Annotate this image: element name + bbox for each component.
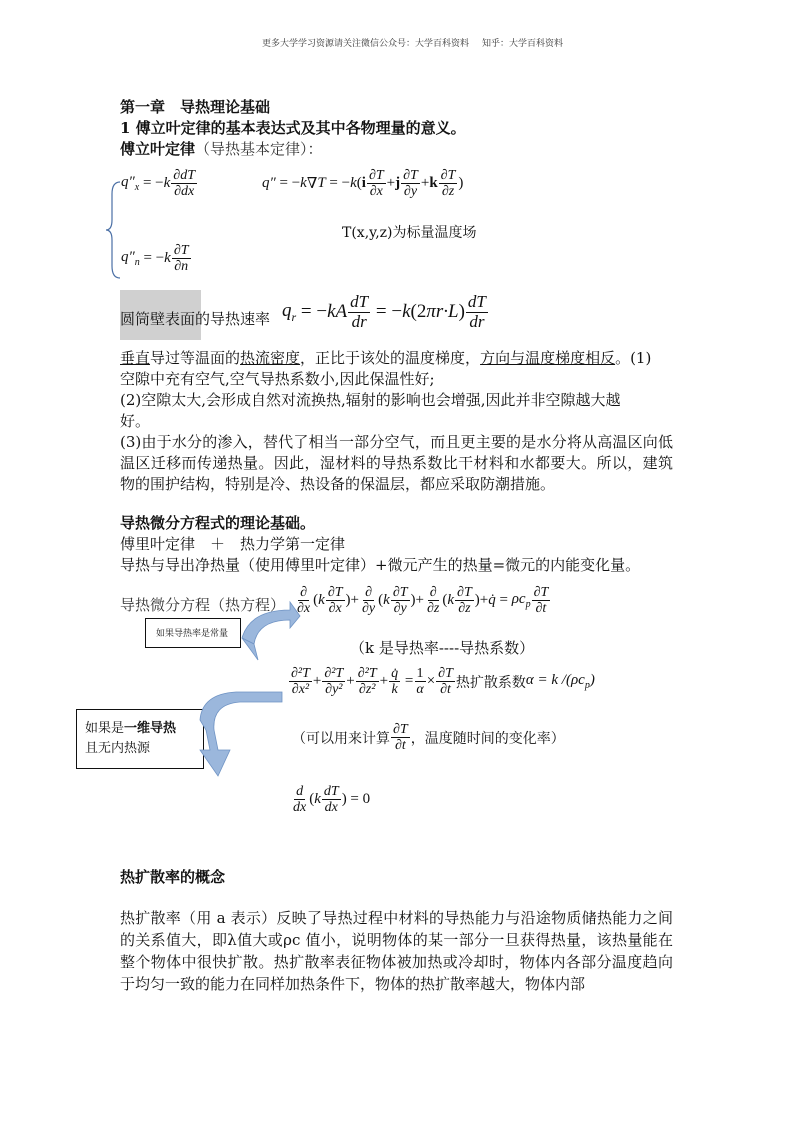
fourier-label: 傅立叶定律 — [120, 140, 196, 158]
chapter-title: 第一章 导热理论基础 — [120, 98, 271, 116]
header-right: 知乎：大学百科资料 — [482, 39, 564, 49]
callout-1d-text — [77, 710, 203, 759]
eq-qn: $q''_n$ = − k $\frac{\partial T}{\partial n}$ — [121, 243, 189, 275]
eq-constant-k: $\frac{\text{∂²T}}{\text{∂x²}}$ + $\frac{\text{∂²T}}{\text{∂y²}}$ + $\frac{\text{∂²T}}{\text{∂z²}}$ + $\frac{q̇}{k}$ = $\frac{1}{\alpha}$ × $\frac{\partial T}{\partial t}$ 热扩散系数 α = k $/(\rho c_p)$ — [291, 666, 595, 698]
diff-title: 导热微分方程式的理论基础。 — [120, 514, 316, 532]
calc-post: ，温度随时间的变化率） — [410, 730, 565, 747]
note-line-2: 空隙中充有空气,空气导热系数小,因此保温性好; — [120, 370, 435, 388]
note-u2: 热流密度 — [240, 349, 301, 367]
k-note: （k 是导热率----导热系数） — [350, 639, 535, 657]
note-t1: 导过等温面的 — [150, 349, 241, 367]
note-u3: 方向与温度梯度相反 — [480, 349, 616, 367]
diff-eq-label: 导热微分方程（热方程） — [120, 596, 286, 614]
eq-cylinder: $q_r$ = − kA $\frac{dT}{dr}$ = − k (2 πr·L ) $\frac{dT}{dr}$ — [282, 292, 486, 331]
cylinder-text — [120, 308, 270, 330]
calc-note: （可以用来计算 $\frac{\partial T}{\partial t}$ ，温度随时间的变化率） — [292, 722, 565, 754]
scalar-field-note: T(x,y,z)为标量温度场 — [342, 225, 477, 241]
fourier-sub: （导热基本定律）： — [195, 140, 323, 158]
note-line-1 — [120, 347, 651, 369]
eq-qx: $q''_x$ = − k $\frac{\partial dT}{\partial dx}$ — [121, 168, 196, 200]
cylinder-highlight: 圆筒壁表面 — [120, 310, 196, 328]
callout-constant-k — [145, 618, 241, 648]
note-para-3: (3)由于水分的渗入，替代了相当一部分空气，而且更主要的是水分将从高温区向低温区迁移而传递热量。因此，湿材料的导热系数比干材料和水都要大。所以，建筑物的围护结构，特别是冷、热设备的保温层，都应采取防潮措施。 — [120, 433, 673, 493]
callout-constant-k-text: 如果导热率是常量 — [156, 629, 229, 639]
eq-1d: $\frac{d}{dx}$ ( k $\frac{dT}{dx}$ ) = 0 — [293, 784, 371, 816]
note-line-4: 好。 — [120, 412, 151, 430]
big-curved-arrow-icon — [196, 680, 294, 780]
eq-vector: q″ = − k ∇ T = − k ( i $\frac{\partial T}{\partial x}$ + j $\frac{\partial T}{\partial y}$ + k $\frac{\partial T}{\partial z}$ ) — [262, 168, 464, 200]
callout-1d-line2: 且无内热源 — [85, 741, 151, 756]
eq-heat: $\frac{\partial}{\partial x}$ ( k $\frac{\partial T}{\partial x}$ )+ $\frac{\partial}{\partial y}$ ( k $\frac{\partial T}{\partial y}$ )+ $\frac{\partial}{\partial z}$ ( k $\frac{\partial T}{\partial z}$ )+ q̇ = $\rho c_p$ $\frac{\partial T}{\partial t}$ — [297, 585, 549, 617]
concept-para: 热扩散率（用 a 表示）反映了导热过程中材料的导热能力与沿途物质储热能力之间的关系值大，即λ值大或ρc 值小，说明物体的某一部分一旦获得热量，该热量能在整个物体中很快扩散。热扩散率表征物体被加热或冷却时，物体内各部分温度趋向于均匀一致的能力在同样加热条件下，物体的热扩散率越大，物体内部 — [120, 909, 673, 993]
calc-pre: （可以用来计算 — [292, 730, 390, 747]
question-title: 1 傅立叶定律的基本表达式及其中各物理量的意义。 — [120, 119, 466, 137]
diff-line-1: 傅里叶定律 ＋ 热力学第一定律 — [120, 535, 346, 553]
header-left: 更多大学学习资源请关注微信公众号：大学百科资料 — [262, 39, 470, 49]
note-line-3: (2)空隙太大,会形成自然对流换热,辐射的影响也会增强,因此并非空隙越大越 — [120, 391, 621, 409]
curved-arrow-icon — [236, 598, 302, 662]
note-u1: 垂直 — [120, 349, 151, 367]
note-t3: 。(1) — [615, 349, 652, 367]
callout-1d-bold: 一维导热 — [124, 721, 177, 736]
note-t2: ，正比于该处的温度梯度， — [300, 349, 481, 367]
thermal-diff-label: 热扩散系数 — [455, 674, 526, 691]
diff-line-2: 导热与导出净热量（使用傅里叶定律）+微元产生的热量=微元的内能变化量。 — [120, 556, 641, 574]
fourier-heading — [120, 138, 323, 160]
callout-1d-pre: 如果是 — [85, 721, 125, 736]
cylinder-rest: 的导热速率 — [195, 310, 271, 328]
callout-1d — [76, 709, 204, 769]
concept-title: 热扩散率的概念 — [120, 868, 226, 886]
